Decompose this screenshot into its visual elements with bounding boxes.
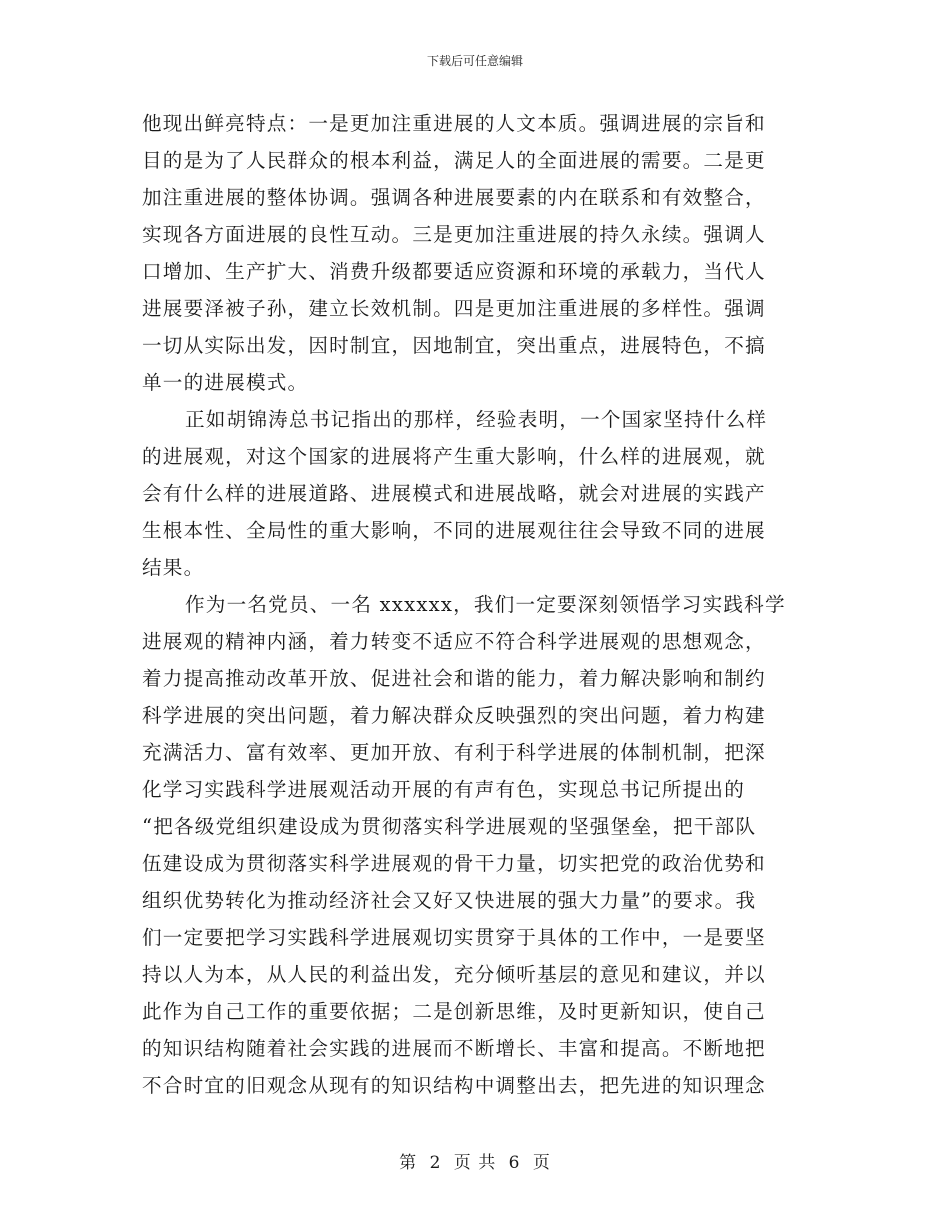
text-line: 口增加、生产扩大、消费升级都要适应资源和环境的承载力，当代人 <box>142 260 766 283</box>
text-line: 作为一名党员、一名 xxxxxx，我们一定要深刻领悟学习实践科学 <box>185 593 786 616</box>
text-line: 目的是为了人民群众的根本利益，满足人的全面进展的需要。二是更 <box>142 149 766 172</box>
footer-prefix: 第 <box>399 1153 418 1173</box>
text-line: 组织优势转化为推动经济社会又好又快进展的强大力量”的要求。我 <box>142 889 757 912</box>
text-line: 充满活力、富有效率、更加开放、有利于科学进展的体制机制，把深 <box>142 741 766 764</box>
paragraph <box>142 105 800 401</box>
footer-middle: 页 共 <box>453 1153 497 1173</box>
text-line: 加注重进展的整体协调。强调各种进展要素的内在联系和有效整合， <box>142 186 766 209</box>
page-footer <box>0 1152 950 1174</box>
text-line: 正如胡锦涛总书记指出的那样，经验表明，一个国家坚持什么样 <box>185 408 768 431</box>
footer-total-pages: 6 <box>508 1153 521 1173</box>
paragraph <box>142 401 800 586</box>
text-line: 进展要泽被子孙，建立长效机制。四是更加注重进展的多样性。强调 <box>142 297 766 320</box>
text-line: 实现各方面进展的良性互动。三是更加注重进展的持久永续。强调人 <box>142 223 766 246</box>
text-line: 此作为自己工作的重要依据；二是创新思维，及时更新知识，使自己 <box>142 1000 766 1023</box>
text-line: 结果。 <box>142 556 205 579</box>
text-line: 他现出鲜亮特点：一是更加注重进展的人文本质。强调进展的宗旨和 <box>142 112 766 135</box>
text-line: 一切从实际出发，因时制宜，因地制宜，突出重点，进展特色，不搞 <box>142 334 766 357</box>
text-line: 伍建设成为贯彻落实科学进展观的骨干力量，切实把党的政治优势和 <box>142 852 766 875</box>
paragraph <box>142 586 800 1104</box>
text-line: 单一的进展模式。 <box>142 371 309 394</box>
text-line: 会有什么样的进展道路、进展模式和进展战略，就会对进展的实践产 <box>142 482 766 505</box>
footer-suffix: 页 <box>532 1153 551 1173</box>
text-line: 科学进展的突出问题，着力解决群众反映强烈的突出问题，着力构建 <box>142 704 766 727</box>
document-body <box>142 105 800 1104</box>
header-text: 下载后可任意编辑 <box>426 54 523 68</box>
footer-page-number: 2 <box>429 1153 442 1173</box>
text-line: “把各级党组织建设成为贯彻落实科学进展观的坚强堡垒，把干部队 <box>142 815 757 838</box>
page-header <box>0 53 950 69</box>
text-line: 们一定要把学习实践科学进展观切实贯穿于具体的工作中，一是要坚 <box>142 926 766 949</box>
text-line: 进展观的精神内涵，着力转变不适应不符合科学进展观的思想观念， <box>142 630 766 653</box>
text-line: 化学习实践科学进展观活动开展的有声有色，实现总书记所提出的 <box>142 778 746 801</box>
text-line: 不合时宜的旧观念从现有的知识结构中调整出去，把先进的知识理念 <box>142 1074 766 1097</box>
text-line: 的进展观，对这个国家的进展将产生重大影响，什么样的进展观，就 <box>142 445 766 468</box>
text-line: 的知识结构随着社会实践的进展而不断增长、丰富和提高。不断地把 <box>142 1037 766 1060</box>
text-line: 着力提高推动改革开放、促进社会和谐的能力，着力解决影响和制约 <box>142 667 766 690</box>
text-line: 持以人为本，从人民的利益出发，充分倾听基层的意见和建议，并以 <box>142 963 766 986</box>
text-line: 生根本性、全局性的重大影响，不同的进展观往往会导致不同的进展 <box>142 519 766 542</box>
